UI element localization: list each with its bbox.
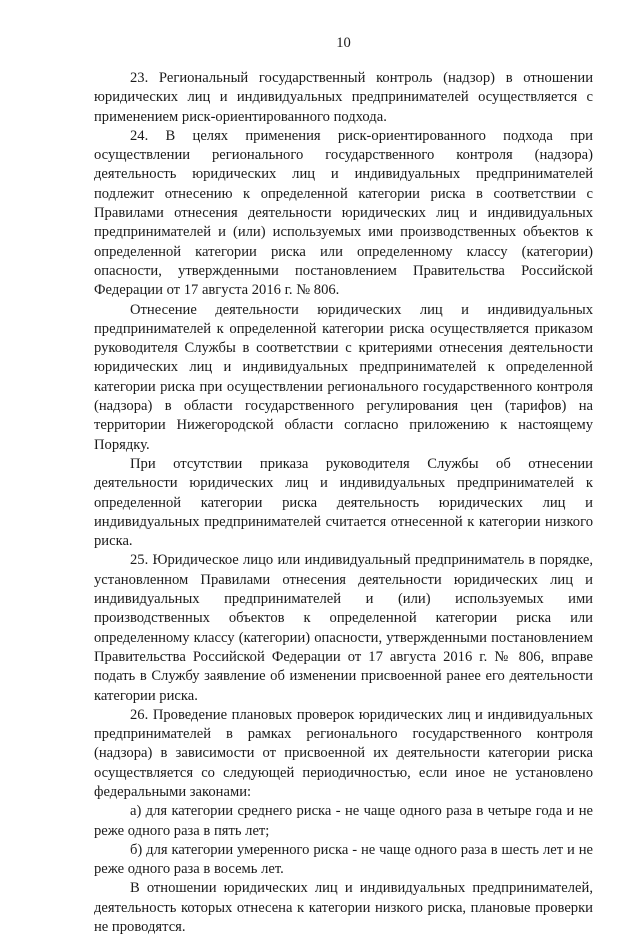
paragraph-23: 23. Региональный государственный контроль (надзор) в отношении юридических лиц и индивидуальных предпринимателей осуществляется с применением риск-ориентированного подхода. xyxy=(94,70,593,125)
paragraph-26: 26. Проведение плановых проверок юридических лиц и индивидуальных предпринимателей в рамках регионального государственного контроля (надзора) в зависимости от присвоенной их деятельности категории риска осуществляется со следующей периодичностью, если иное не установлено федеральными законами: xyxy=(94,706,593,800)
paragraph-26-a: а) для категории среднего риска - не чаще одного раза в четыре года и не реже одного раза в пять лет; xyxy=(94,803,593,839)
paragraph-low-risk: В отношении юридических лиц и индивидуальных предпринимателей, деятельность которых отнесена к категории низкого риска, плановые проверки не проводятся. xyxy=(94,880,593,936)
paragraph-26-b: б) для категории умеренного риска - не чаще одного раза в шесть лет и не реже одного раза в восемь лет. xyxy=(94,841,593,878)
page-number: 10 xyxy=(336,35,351,51)
paragraph-risk-assignment: Отнесение деятельности юридических лиц и индивидуальных предпринимателей к определенной категории риска осуществляется приказом руководителя Службы в соответствии с критериями отнесения деятельности юридических лиц и индивидуальных предпринимателей к определенной категории риска при осуществлении регионального государственного контроля (надзора) в области государственного регулирования цен (тарифов) на территории Нижегородской области согласно приложению к настоящему Порядку. xyxy=(94,301,593,453)
paragraph-no-order: При отсутствии приказа руководителя Службы об отнесении деятельности юридических лиц и индивидуальных предпринимателей к определенной категории риска деятельность юридических лиц и индивидуальных предпринимателей считается отнесенной к категории низкого риска. xyxy=(94,455,593,550)
paragraph-25: 25. Юридическое лицо или индивидуальный предприниматель в порядке, установленном Правилами отнесения деятельности юридических лиц и индивидуальных предпринимателей и (или) используемых ими производственных объектов к определенной категории риска или определенному классу (категории) опасности, утвержденными постановлением Правительства Российской Федерации от 17 августа 2016 г. № 806, вправе подать в Службу заявление об изменении присвоенной ранее его деятельности категории риска. xyxy=(94,552,593,704)
paragraph-24: 24. В целях применения риск-ориентированного подхода при осуществлении регионального государственного контроля (надзора) деятельность юридических лиц и индивидуальных предпринимателей подлежит отнесению к определенной категории риска в соответствии с Правилами отнесения деятельности юридических лиц и индивидуальных предпринимателей и (или) используемых ими производственных объектов к определенной категории риска или определенному классу (категории) опасности, утвержденными постановлением Правительства Российской Федерации от 17 августа 2016 г. № 806. xyxy=(94,127,593,299)
